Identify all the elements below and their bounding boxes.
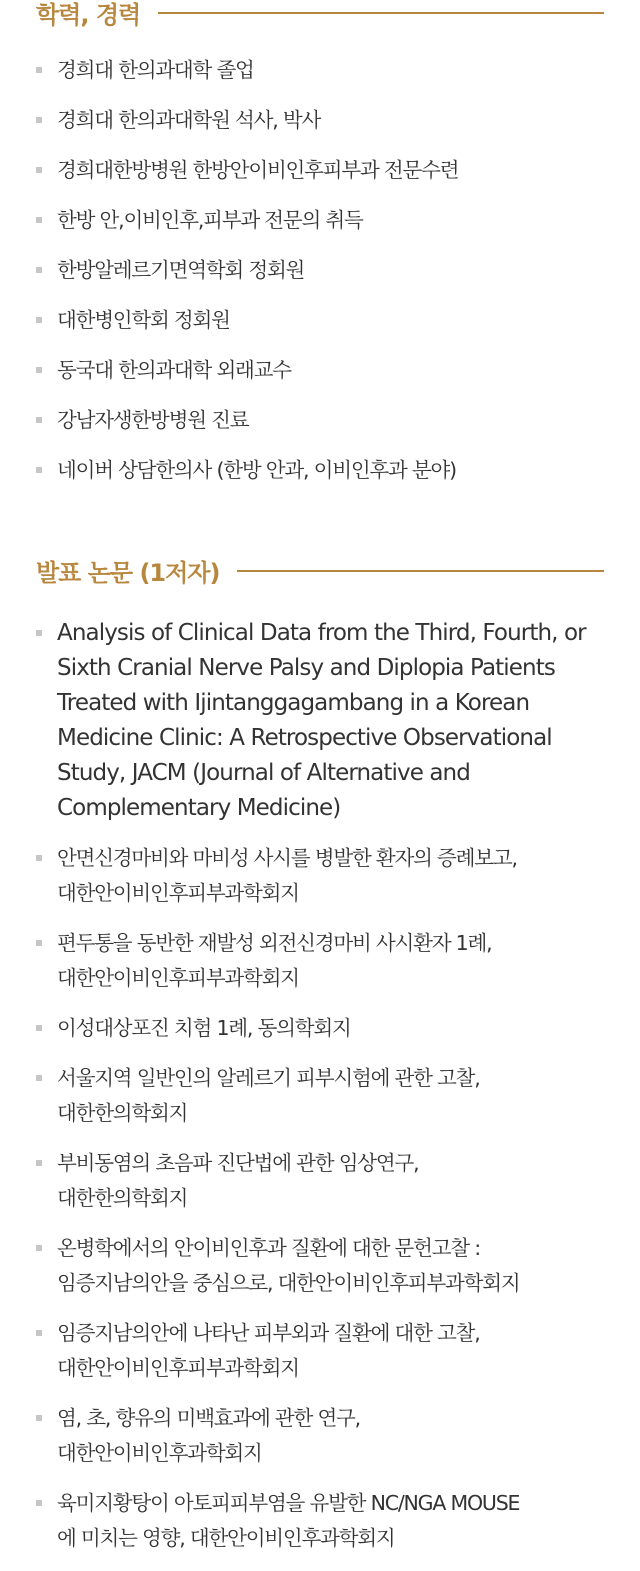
list-item <box>36 352 604 402</box>
career-item-text: 경희대 한의과대학원 석사, 박사 <box>57 108 321 132</box>
papers-header <box>36 550 604 590</box>
papers-title-rule <box>237 570 604 572</box>
list-item <box>36 252 604 302</box>
list-item <box>36 841 604 911</box>
bullet-icon <box>36 267 42 273</box>
paper-line: 서울지역 일반인의 알레르기 피부시험에 관한 고찰, <box>57 1066 480 1090</box>
list-item <box>36 202 604 252</box>
bullet-icon <box>36 417 42 423</box>
paper-line: 염, 초, 향유의 미백효과에 관한 연구, <box>57 1406 360 1430</box>
career-item-text: 강남자생한방병원 진료 <box>57 408 249 432</box>
bullet-icon <box>36 1075 42 1081</box>
paper-line: 대한안이비인후피부과학회지 <box>57 1356 299 1380</box>
bullet-icon <box>36 167 42 173</box>
bullet-icon <box>36 317 42 323</box>
paper-line: 임증지남의안을 중심으로, 대한안이비인후피부과학회지 <box>57 1271 520 1295</box>
bullet-icon <box>36 367 42 373</box>
career-item-text: 한방 안,이비인후,피부과 전문의 취득 <box>57 208 363 232</box>
list-item <box>36 1011 604 1046</box>
list-item <box>36 452 604 502</box>
bullet-icon <box>36 1245 42 1251</box>
career-title-rule <box>158 12 604 14</box>
paper-line: Complementary Medicine) <box>57 795 341 821</box>
bullet-icon <box>36 940 42 946</box>
bullet-icon <box>36 1025 42 1031</box>
paper-line: 대한한의학회지 <box>57 1101 188 1125</box>
career-item-text: 경희대 한의과대학 졸업 <box>57 58 254 82</box>
bullet-icon <box>36 217 42 223</box>
career-header <box>36 0 604 32</box>
list-item <box>36 302 604 352</box>
paper-line: 부비동염의 초음파 진단법에 관한 임상연구, <box>57 1151 419 1175</box>
list-item <box>36 926 604 996</box>
paper-line: 안면신경마비와 마비성 사시를 병발한 환자의 증례보고, <box>57 846 517 870</box>
bullet-icon <box>36 117 42 123</box>
list-item <box>36 152 604 202</box>
papers-list <box>36 616 604 1556</box>
paper-line: 대한안이비인후과학회지 <box>57 1441 262 1465</box>
paper-line: Analysis of Clinical Data from the Third, Fourth, or <box>57 620 586 646</box>
career-item-text: 동국대 한의과대학 외래교수 <box>57 358 291 382</box>
bullet-icon <box>36 1330 42 1336</box>
career-item-text: 대한병인학회 정회원 <box>57 308 230 332</box>
paper-line: Study, JACM (Journal of Alternative and <box>57 760 470 786</box>
list-item <box>36 1061 604 1131</box>
list-item <box>36 616 604 826</box>
list-item <box>36 1316 604 1386</box>
list-item <box>36 102 604 152</box>
list-item <box>36 1231 604 1301</box>
paper-line: 온병학에서의 안이비인후과 질환에 대한 문헌고찰 : <box>57 1236 480 1260</box>
list-item <box>36 402 604 452</box>
career-item-text: 한방알레르기면역학회 정회원 <box>57 258 305 282</box>
paper-line: 대한안이비인후피부과학회지 <box>57 881 299 905</box>
paper-line: 편두통을 동반한 재발성 외전신경마비 사시환자 1례, <box>57 931 492 955</box>
bullet-icon <box>36 1160 42 1166</box>
bullet-icon <box>36 467 42 473</box>
paper-line: 에 미치는 영향, 대한안이비인후과학회지 <box>57 1526 395 1550</box>
bullet-icon <box>36 630 42 636</box>
paper-line: 이성대상포진 치험 1례, 동의학회지 <box>57 1016 351 1040</box>
bullet-icon <box>36 855 42 861</box>
list-item <box>36 52 604 102</box>
paper-line: Sixth Cranial Nerve Palsy and Diplopia Patients <box>57 655 555 681</box>
bullet-icon <box>36 1500 42 1506</box>
career-item-text: 경희대한방병원 한방안이비인후피부과 전문수련 <box>57 158 459 182</box>
paper-line: 대한한의학회지 <box>57 1186 188 1210</box>
papers-section <box>36 550 604 1571</box>
list-item <box>36 1146 604 1216</box>
bullet-icon <box>36 1415 42 1421</box>
career-title: 학력, 경력 <box>36 0 141 29</box>
career-item-text: 네이버 상담한의사 (한방 안과, 이비인후과 분야) <box>57 458 456 482</box>
paper-line: Medicine Clinic: A Retrospective Observational <box>57 725 552 751</box>
paper-line: 육미지황탕이 아토피피부염을 유발한 NC/NGA MOUSE <box>57 1491 520 1515</box>
paper-line: 대한안이비인후피부과학회지 <box>57 966 299 990</box>
paper-line: Treated with Ijintanggagambang in a Korean <box>57 690 530 716</box>
papers-title: 발표 논문 (1저자) <box>36 558 220 587</box>
career-list <box>36 52 604 502</box>
career-section <box>36 0 604 502</box>
paper-line: 임증지남의안에 나타난 피부외과 질환에 대한 고찰, <box>57 1321 480 1345</box>
list-item <box>36 1401 604 1471</box>
list-item <box>36 1486 604 1556</box>
bullet-icon <box>36 67 42 73</box>
